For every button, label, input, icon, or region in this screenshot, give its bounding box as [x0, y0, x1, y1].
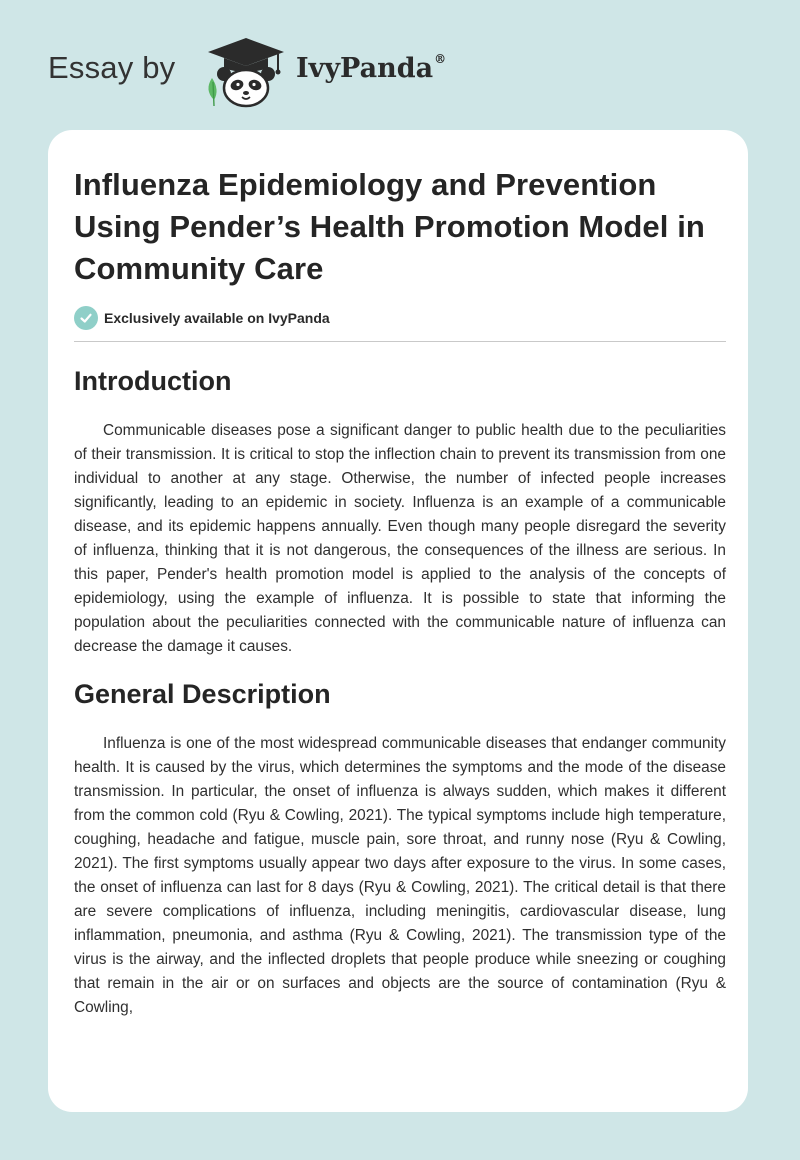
panda-graduate-icon[interactable]: [200, 36, 292, 108]
check-circle-icon: [74, 306, 98, 330]
essay-content: [74, 164, 726, 1020]
essay-card: [48, 130, 748, 1112]
section-paragraph-introduction: Communicable diseases pose a significant danger to public health due to the peculiarities of their transmission. It is critical to stop the inflection chain to prevent its transmission from one individual to another at any stage. Otherwise, the number of infected people increases significantly, leading to an epidemic in society. Influenza is an example of a communicable disease, and its epidemic happens annually. Even though many people disregard the severity of influenza, thinking that it is not dangerous, the consequences of the illness are serious. In this paper, Pender's health promotion model is applied to the analysis of the concepts of epidemiology, using the example of influenza. It is possible to state that informing the population about the peculiarities connected with the communicable nature of influenza can decrease the damage it causes.: [74, 422, 726, 655]
section-paragraph-general-description: Influenza is one of the most widespread communicable diseases that endanger community health. It is caused by the virus, which determines the symptoms and the mode of the disease transmission. In particular, the onset of influenza is always sudden, which makes it different from the common cold (Ryu & Cowling, 2021). The typical symptoms include high temperature, coughing, headache and fatigue, muscle pain, sore throat, and runny nose (Ryu & Cowling, 2021). The first symptoms usually appear two days after exposure to the virus. In some cases, the onset of influenza can last for 8 days (Ryu & Cowling, 2021). The critical detail is that there are severe complications of influenza, including meningitis, cardiovascular disease, lung inflammation, pneumonia, and asthma (Ryu & Cowling, 2021). The transmission type of the virus is the airway, and the inflected droplets that people produce while sneezing or coughing that remain in the air or on surfaces and objects are the source of contamination (Ryu & Cowling,: [74, 735, 726, 1016]
exclusive-badge: [74, 304, 726, 332]
brand-name[interactable]: [296, 53, 446, 84]
exclusive-label: Exclusively available on IvyPanda: [104, 310, 330, 326]
site-header: [0, 0, 800, 120]
section-heading-general-description: General Description: [74, 679, 331, 709]
check-mark-glyph: [79, 311, 93, 325]
title-divider: [74, 341, 726, 342]
registered-mark: ®: [434, 52, 447, 66]
essay-title: Influenza Epidemiology and Prevention Using Pender’s Health Promotion Model in Community Care: [74, 167, 705, 286]
section-heading-introduction: Introduction: [74, 366, 232, 396]
brand-text: IvyPanda: [296, 53, 434, 84]
essay-by-label: Essay by: [48, 50, 176, 85]
